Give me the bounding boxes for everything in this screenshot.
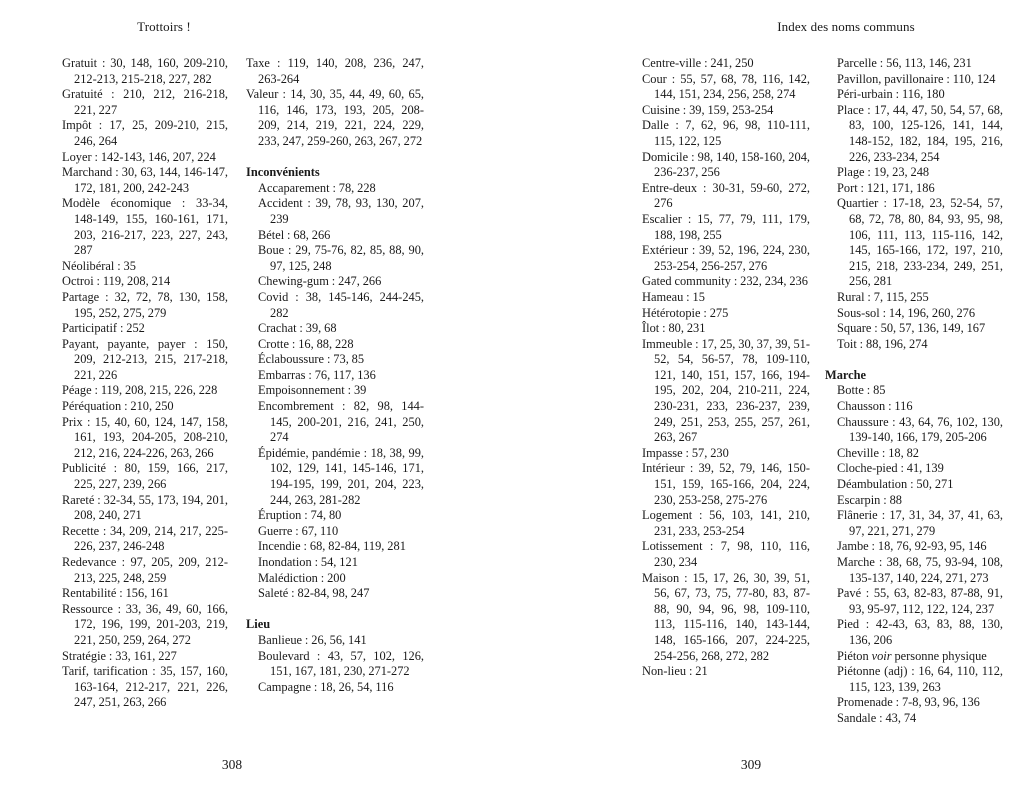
index-entry: Botte : 85 xyxy=(837,383,886,398)
index-entry: Valeur : 14, 30, 35, 44, 49, 60, 65, 116, 146, 173, 193, 205, 208-209, 214, 219, 221, 224, 229, 233, 247, 259-260, 263, 267, 272 xyxy=(246,87,424,148)
index-entry: Square : 50, 57, 136, 149, 167 xyxy=(837,321,986,336)
section-heading: Marche xyxy=(825,367,867,382)
index-entry: Lotissement : 7, 98, 110, 116, 230, 234 xyxy=(642,539,810,569)
index-entry: Cloche-pied : 41, 139 xyxy=(837,461,944,476)
index-entry: Incendie : 68, 82-84, 119, 281 xyxy=(258,539,406,554)
index-entry: Promenade : 7-8, 93, 96, 136 xyxy=(837,695,980,710)
index-entry: Piétonne (adj) : 16, 64, 110, 112, 115, 123, 139, 263 xyxy=(837,664,1003,694)
index-entry: Toit : 88, 196, 274 xyxy=(837,336,928,351)
index-entry: Saleté : 82-84, 98, 247 xyxy=(258,586,370,601)
index-entry: Taxe : 119, 140, 208, 236, 247, 263-264 xyxy=(246,56,424,86)
index-entry: Partage : 32, 72, 78, 130, 158, 195, 252, 275, 279 xyxy=(62,289,228,320)
index-entry: Sandale : 43, 74 xyxy=(837,710,917,725)
index-entry: Intérieur : 39, 52, 79, 146, 150-151, 159, 165-166, 204, 224, 230, 253-258, 275-276 xyxy=(642,461,810,507)
index-entry: Boue : 29, 75-76, 82, 85, 88, 90, 97, 125, 248 xyxy=(258,243,424,273)
index-column xyxy=(630,56,810,680)
index-entry: Empoisonnement : 39 xyxy=(258,383,367,398)
index-entry: Pavillon, pavillonaire : 110, 124 xyxy=(837,71,996,86)
index-entry: Parcelle : 56, 113, 146, 231 xyxy=(837,56,972,70)
index-entry: Embarras : 76, 117, 136 xyxy=(258,367,376,382)
index-entry: Gratuit : 30, 148, 160, 209-210, 212-213, 215-218, 227, 282 xyxy=(62,56,228,86)
index-entry: Chewing-gum : 247, 266 xyxy=(258,274,382,289)
index-entry: Rural : 7, 115, 255 xyxy=(837,289,929,304)
index-entry: Gratuité : 210, 212, 216-218, 221, 227 xyxy=(62,87,228,117)
index-entry: Malédiction : 200 xyxy=(258,570,346,585)
running-head: Trottoirs ! xyxy=(137,19,191,34)
index-entry: Dalle : 7, 62, 96, 98, 110-111, 115, 122, 125 xyxy=(642,118,810,148)
index-entry: Rareté : 32-34, 55, 173, 194, 201, 208, 240, 271 xyxy=(62,492,228,523)
index-entry: Loyer : 142-143, 146, 207, 224 xyxy=(62,149,216,164)
index-entry: Piéton voir personne physique xyxy=(837,648,987,663)
index-entry: Extérieur : 39, 52, 196, 224, 230, 253-254, 256-257, 276 xyxy=(642,243,810,273)
index-entry: Péri-urbain : 116, 180 xyxy=(837,87,945,102)
index-entry: Tarif, tarification : 35, 157, 160, 163-164, 212-217, 221, 226, 247, 251, 263, 266 xyxy=(62,664,228,710)
index-entry: Néolibéral : 35 xyxy=(62,258,136,273)
section-heading: Inconvénients xyxy=(246,165,320,180)
index-entry: Banlieue : 26, 56, 141 xyxy=(258,632,367,647)
index-entry: Quartier : 17-18, 23, 52-54, 57, 68, 72, 78, 80, 84, 93, 95, 98, 106, 111, 113, 115-116, 142, 145, 165-166, 172, 197, 210, 215, 218, 233-234, 249, 251, 256, 281 xyxy=(837,196,1003,289)
index-entry: Non-lieu : 21 xyxy=(642,664,708,679)
index-entry: Logement : 56, 103, 141, 210, 231, 233, 253-254 xyxy=(642,508,810,538)
index-entry: Épidémie, pandémie : 18, 38, 99, 102, 129, 141, 145-146, 171, 194-195, 199, 201, 204, 223, 244, 263, 281-282 xyxy=(258,445,424,507)
index-entry: Chaussure : 43, 64, 76, 102, 130, 139-140, 166, 179, 205-206 xyxy=(837,414,1003,445)
index-entry: Bétel : 68, 266 xyxy=(258,227,331,242)
index-entry: Jambe : 18, 76, 92-93, 95, 146 xyxy=(837,539,987,554)
index-column xyxy=(62,56,228,711)
index-entry: Entre-deux : 30-31, 59-60, 272, 276 xyxy=(642,180,810,211)
index-entry: Cour : 55, 57, 68, 78, 116, 142, 144, 151, 234, 256, 258, 274 xyxy=(642,71,810,102)
index-entry: Péréquation : 210, 250 xyxy=(62,399,174,414)
index-entry: Crotte : 16, 88, 228 xyxy=(258,336,354,351)
index-entry: Encombrement : 82, 98, 144-145, 200-201, 216, 241, 250, 274 xyxy=(258,399,424,445)
index-entry: Centre-ville : 241, 250 xyxy=(642,56,754,70)
index-entry: Chausson : 116 xyxy=(837,399,913,414)
index-entry: Marche : 38, 68, 75, 93-94, 108, 135-137, 140, 224, 271, 273 xyxy=(837,555,1003,585)
index-entry: Redevance : 97, 205, 209, 212-213, 225, 248, 259 xyxy=(62,555,228,585)
index-entry: Immeuble : 17, 25, 30, 37, 39, 51-52, 54, 56-57, 78, 109-110, 121, 140, 151, 157, 166, 194-195, 202, 204, 210-211, 224, 230-231, 233, 236-237, 239, 249, 251, 253, 255, 257, 261, 263, 267 xyxy=(642,336,810,445)
index-entry: Péage : 119, 208, 215, 226, 228 xyxy=(62,383,218,398)
index-entry: Publicité : 80, 159, 166, 217, 225, 227, 239, 266 xyxy=(62,461,228,492)
index-entry: Recette : 34, 209, 214, 217, 225-226, 237, 246-248 xyxy=(62,523,228,554)
section-heading: Lieu xyxy=(246,617,271,632)
index-entry: Accaparement : 78, 228 xyxy=(258,180,376,195)
index-entry: Flânerie : 17, 31, 34, 37, 41, 63, 97, 221, 271, 279 xyxy=(837,508,1003,538)
index-entry: Accident : 39, 78, 93, 130, 207, 239 xyxy=(258,196,424,226)
index-entry: Stratégie : 33, 161, 227 xyxy=(62,648,177,663)
index-entry: Marchand : 30, 63, 144, 146-147, 172, 181, 200, 242-243 xyxy=(62,165,228,195)
index-entry: Boulevard : 43, 57, 102, 126, 151, 167, 181, 230, 271-272 xyxy=(258,648,424,679)
index-column xyxy=(246,56,424,695)
page-number: 309 xyxy=(740,757,762,772)
index-entry: Campagne : 18, 26, 54, 116 xyxy=(258,679,394,694)
index-entry: Cheville : 18, 82 xyxy=(837,445,919,460)
index-entry: Sous-sol : 14, 196, 260, 276 xyxy=(837,305,976,320)
index-column xyxy=(825,56,1003,727)
index-entry: Rentabilité : 156, 161 xyxy=(62,586,169,601)
index-entry: Éclaboussure : 73, 85 xyxy=(258,352,365,367)
index-entry: Plage : 19, 23, 248 xyxy=(837,165,930,180)
index-entry: Îlot : 80, 231 xyxy=(642,321,706,336)
index-entry: Cuisine : 39, 159, 253-254 xyxy=(642,102,774,117)
index-entry: Crachat : 39, 68 xyxy=(258,321,337,336)
index-entry: Hameau : 15 xyxy=(642,289,705,304)
index-entry: Covid : 38, 145-146, 244-245, 282 xyxy=(258,289,424,320)
running-head: Index des noms communs xyxy=(777,19,915,34)
index-entry: Domicile : 98, 140, 158-160, 204, 236-237, 256 xyxy=(642,149,810,180)
index-entry: Maison : 15, 17, 26, 30, 39, 51, 56, 67, 73, 75, 77-80, 83, 87-88, 90, 94, 96, 98, 109-110, 113, 115-116, 140, 143-144, 148, 165-166, 207, 224-225, 254-256, 268, 272, 282 xyxy=(642,570,810,663)
index-entry: Inondation : 54, 121 xyxy=(258,555,358,569)
index-entry: Impasse : 57, 230 xyxy=(642,445,729,460)
index-entry: Escarpin : 88 xyxy=(837,492,902,507)
index-entry: Éruption : 74, 80 xyxy=(258,508,342,523)
index-entry: Prix : 15, 40, 60, 124, 147, 158, 161, 193, 204-205, 208-210, 212, 216, 224-226, 263, 266 xyxy=(62,414,228,460)
index-entry: Modèle économique : 33-34, 148-149, 155, 160-161, 171, 203, 216-217, 223, 227, 243, 287 xyxy=(62,196,228,258)
index-entry: Pied : 42-43, 63, 83, 88, 130, 136, 206 xyxy=(837,617,1003,647)
index-entry: Ressource : 33, 36, 49, 60, 166, 172, 196, 199, 201-203, 219, 221, 250, 259, 264, 272 xyxy=(62,601,228,647)
index-entry: Escalier : 15, 77, 79, 111, 179, 188, 198, 255 xyxy=(642,211,810,242)
index-entry: Octroi : 119, 208, 214 xyxy=(62,274,171,289)
index-entry: Payant, payante, payer : 150, 209, 212-213, 215, 217-218, 221, 226 xyxy=(62,336,228,382)
index-entry: Déambulation : 50, 271 xyxy=(837,477,954,492)
right-page xyxy=(512,0,1024,787)
page-number: 308 xyxy=(221,757,243,772)
index-entry: Place : 17, 44, 47, 50, 54, 57, 68, 83, 100, 125-126, 141, 144, 148-152, 182, 184, 195, 216, 226, 233-234, 254 xyxy=(837,102,1003,164)
index-entry: Guerre : 67, 110 xyxy=(258,523,339,538)
index-entry: Hétérotopie : 275 xyxy=(642,305,729,320)
index-entry: Pavé : 55, 63, 82-83, 87-88, 91, 93, 95-97, 112, 122, 124, 237 xyxy=(837,586,1003,616)
index-entry: Port : 121, 171, 186 xyxy=(837,180,935,195)
index-entry: Gated community : 232, 234, 236 xyxy=(642,274,808,289)
index-entry: Impôt : 17, 25, 209-210, 215, 246, 264 xyxy=(62,118,228,148)
index-entry: Participatif : 252 xyxy=(62,321,145,336)
